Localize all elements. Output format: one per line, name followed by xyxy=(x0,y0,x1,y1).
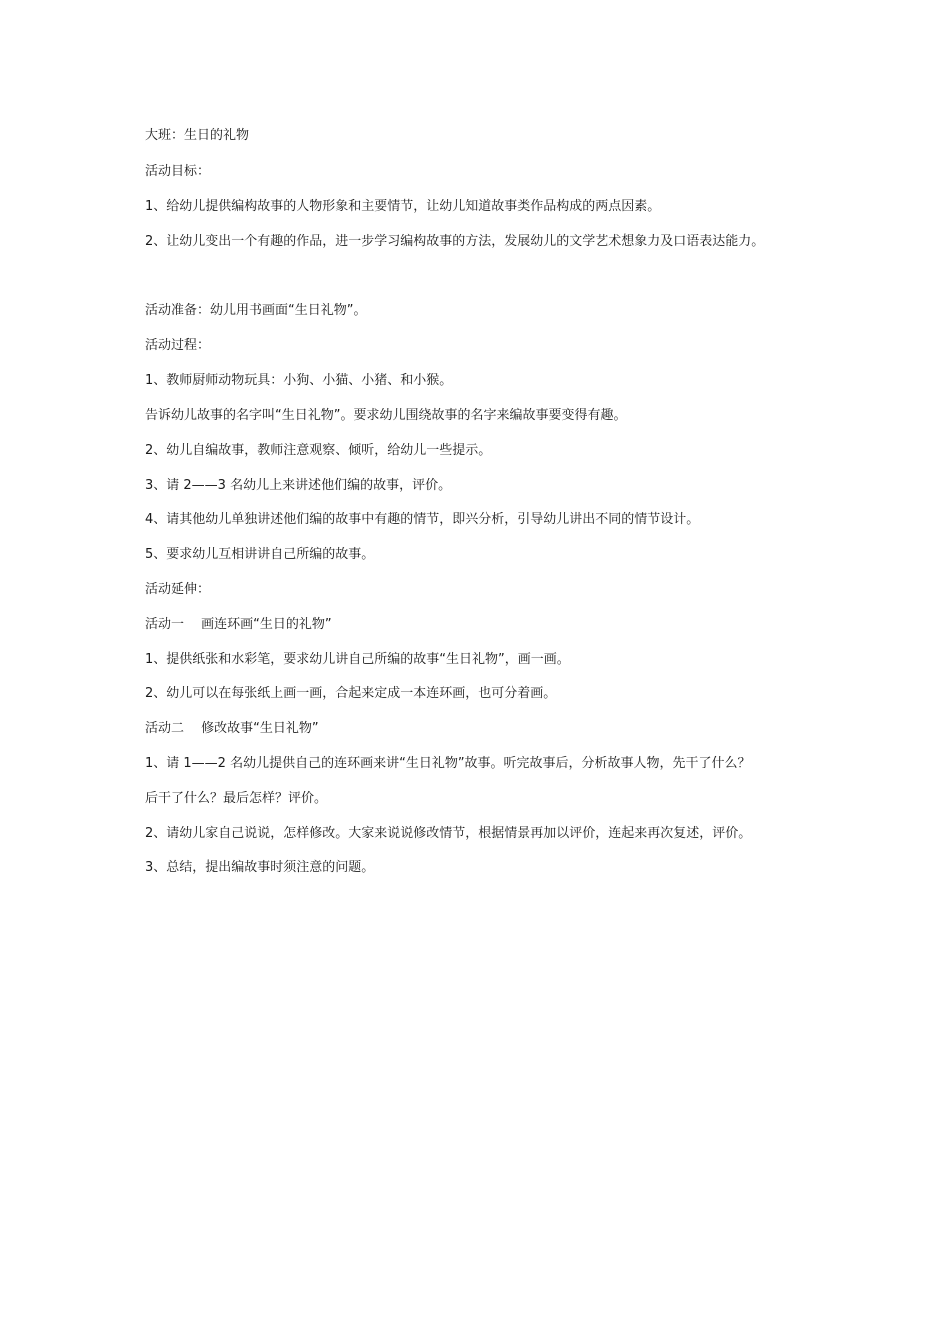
activity-2-title: 活动二 修改故事“生日礼物” xyxy=(145,721,319,736)
process-item-1-note: 告诉幼儿故事的名字叫“生日礼物”。要求幼儿围绕故事的名字来编故事要变得有趣。 xyxy=(145,408,627,423)
goal-item-2: 2、让幼儿变出一个有趣的作品，进一步学习编构故事的方法，发展幼儿的文学艺术想象力及口语表达能力。 xyxy=(145,234,765,249)
activity-1-title: 活动一 画连环画“生日的礼物” xyxy=(145,617,332,632)
extension-heading: 活动延伸： xyxy=(145,582,211,597)
activity-2-item-1: 1、请 1——2 名幼儿提供自己的连环画来讲“生日礼物”故事。听完故事后，分析故事人物，先干了什么？ xyxy=(145,756,751,771)
process-item-5: 5、要求幼儿互相讲讲自己所编的故事。 xyxy=(145,547,375,562)
activity-1-item-1: 1、提供纸张和水彩笔，要求幼儿讲自己所编的故事“生日礼物”，画一画。 xyxy=(145,652,570,667)
process-item-3: 3、请 2——3 名幼儿上来讲述他们编的故事，评价。 xyxy=(145,478,452,493)
preparation-text: 活动准备：幼儿用书画面“生日礼物”。 xyxy=(145,303,367,318)
process-heading: 活动过程： xyxy=(145,338,211,353)
process-item-2: 2、幼儿自编故事，教师注意观察、倾听，给幼儿一些提示。 xyxy=(145,443,492,458)
activity-2-item-3: 3、总结，提出编故事时须注意的问题。 xyxy=(145,860,375,875)
goal-item-1: 1、给幼儿提供编构故事的人物形象和主要情节，让幼儿知道故事类作品构成的两点因素。 xyxy=(145,199,661,214)
activity-1-item-2: 2、幼儿可以在每张纸上画一画，合起来定成一本连环画，也可分着画。 xyxy=(145,686,557,701)
process-item-4: 4、请其他幼儿单独讲述他们编的故事中有趣的情节，即兴分析，引导幼儿讲出不同的情节设计。 xyxy=(145,512,700,527)
activity-2-item-1-continued: 后干了什么？最后怎样？评价。 xyxy=(145,791,328,806)
goals-heading: 活动目标： xyxy=(145,164,211,179)
process-item-1: 1、教师厨师动物玩具：小狗、小猫、小猪、和小猴。 xyxy=(145,373,453,388)
activity-2-item-2: 2、请幼儿家自己说说，怎样修改。大家来说说修改情节，根据情景再加以评价，连起来再次复述，评价。 xyxy=(145,826,752,841)
document-title: 大班：生日的礼物 xyxy=(145,128,250,143)
